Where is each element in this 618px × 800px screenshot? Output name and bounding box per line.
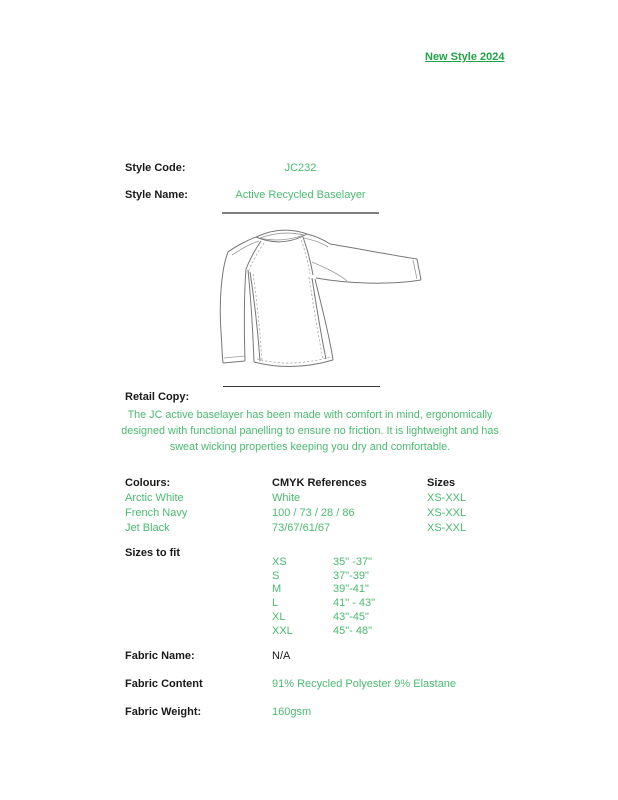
divider-line-top (222, 212, 379, 214)
sizes-header: Sizes (427, 477, 456, 489)
fabric-content-value: 91% Recycled Polyester 9% Elastane (272, 678, 457, 690)
size-label: XS (272, 556, 287, 568)
sizes-cell: XS-XXL (427, 507, 467, 519)
sizes-cell: XS-XXL (427, 522, 467, 534)
size-label: M (272, 583, 282, 596)
size-range: 39"-41" (333, 583, 369, 596)
retail-copy-label: Retail Copy: (125, 391, 190, 403)
style-name-value: Active Recycled Baselayer (235, 189, 366, 201)
fabric-weight-label: Fabric Weight: (125, 706, 202, 718)
size-label: XXL (272, 624, 293, 637)
baselayer-drawing-icon (200, 222, 430, 377)
sizes-cell: XS-XXL (427, 492, 467, 504)
sizes-to-fit-label: Sizes to fit (125, 547, 181, 559)
sizes-to-fit-table (272, 556, 432, 638)
colour-cell: Arctic White (125, 492, 184, 504)
size-range: 41" - 43" (333, 597, 376, 610)
cmyk-cell: 100 / 73 / 28 / 86 (272, 507, 355, 519)
colour-cell: French Navy (125, 507, 188, 519)
cmyk-cell: 73/67/61/67 (272, 522, 331, 534)
cmyk-cell: White (272, 492, 301, 504)
fabric-content-label: Fabric Content (125, 678, 203, 690)
fabric-name-value: N/A (272, 650, 291, 662)
new-style-badge: New Style 2024 (425, 51, 505, 63)
size-label: L (272, 597, 279, 610)
size-range: 45"- 48" (333, 624, 372, 637)
fabric-weight-value: 160gsm (272, 706, 312, 718)
retail-copy-text: The JC active baselayer has been made with comfort in mind, ergonomically designed with functional panelling to ensure no friction. It is lightweight and has sweat wicking properties keeping you dry and comfortable. (121, 409, 499, 453)
size-range: 37"-39" (333, 569, 369, 582)
style-name-label: Style Name: (125, 189, 188, 201)
style-code-label: Style Code: (125, 162, 186, 174)
size-range: 43"-45" (333, 610, 369, 623)
size-range: 35" -37" (333, 556, 372, 568)
fabric-name-label: Fabric Name: (125, 650, 195, 662)
size-label: S (272, 569, 280, 582)
cmyk-header: CMYK References (272, 477, 367, 489)
garment-image (200, 222, 430, 377)
colours-table (125, 476, 505, 536)
size-label: XL (272, 610, 286, 623)
colour-cell: Jet Black (125, 522, 170, 534)
style-code-value: JC232 (284, 162, 317, 174)
divider-line-bottom (223, 386, 380, 387)
colours-header: Colours: (125, 477, 171, 489)
